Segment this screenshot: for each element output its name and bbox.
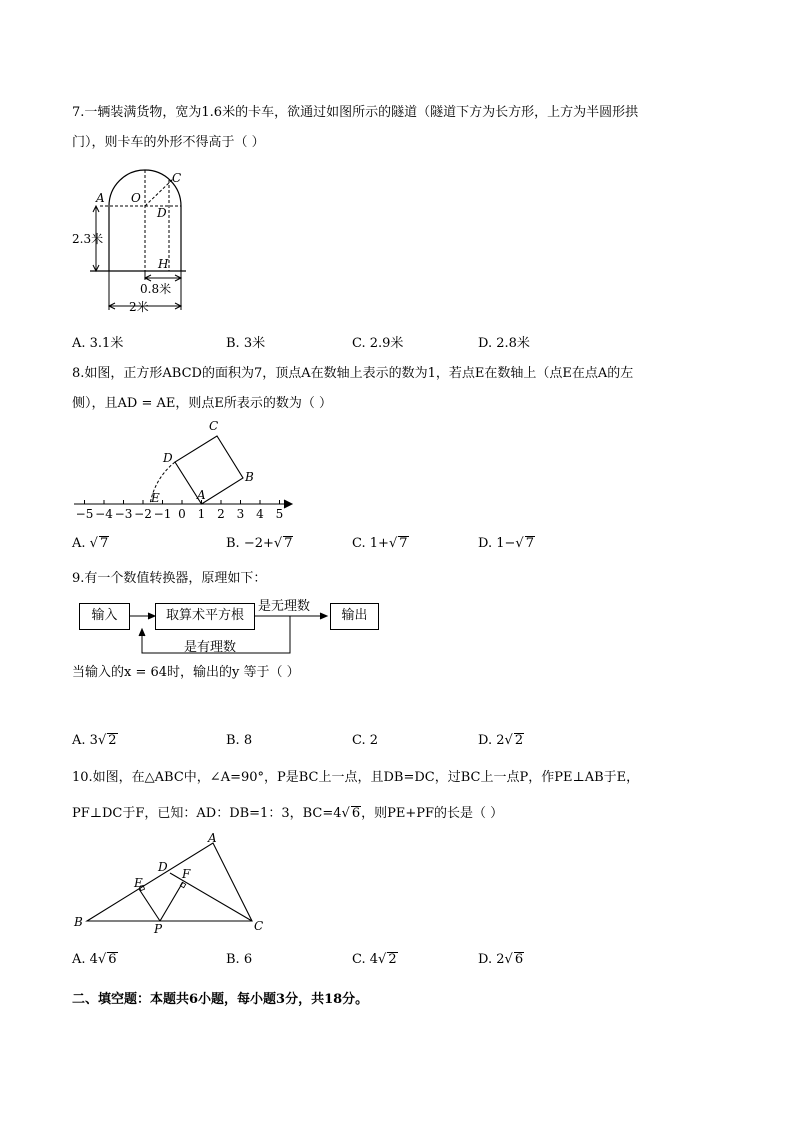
section-2-heading: 二、填空题：本题共6小题，每小题3分，共18分。 [72, 992, 369, 1007]
q10-label-D: D [158, 860, 168, 874]
q9-option-d: D. 2√ 2 [478, 733, 524, 748]
q8-option-c: C. 1+√ 7 [352, 536, 408, 551]
flow-label-irrational: 是无理数 [258, 599, 311, 614]
q7-line2: 门），则卡车的外形不得高于（ ） [72, 135, 265, 150]
q7-height-label: 2.3米 [72, 232, 104, 246]
q7-label-O: O [131, 191, 141, 205]
q8-line2: 侧），且AD = AE，则点E所表示的数为（ ） [72, 396, 332, 411]
flow-box-input: 输入 [79, 603, 130, 630]
q7-option-b: B. 3米 [226, 336, 266, 351]
q8-option-b: B. −2+√ 7 [226, 536, 293, 551]
q10-line1: 10.如图，在△ABC中，∠A=90°，P是BC上一点，且DB=DC，过BC上一点P，作PE⊥AB于E， [72, 770, 640, 785]
q7-label-A: A [96, 191, 105, 205]
q8-label-A: A [197, 488, 206, 502]
q7-label-C: C [172, 171, 182, 185]
q10-label-E: E [134, 876, 143, 890]
q8-numberline-figure [70, 418, 300, 523]
q7-option-d: D. 2.8米 [478, 336, 530, 351]
q10-triangle-figure [70, 833, 280, 938]
q10-option-d: D. 2√ 6 [478, 952, 524, 967]
q7-option-a: A. 3.1米 [72, 336, 124, 351]
q8-label-D: D [163, 451, 173, 465]
q8-option-a: A. √ 7 [72, 536, 109, 551]
q8-label-C: C [209, 419, 219, 433]
q8-tick-label: 5 [275, 507, 284, 521]
flow-label-rational: 是有理数 [184, 640, 237, 655]
q10-label-B: B [74, 915, 83, 929]
flow-box-output: 输出 [330, 603, 379, 630]
q8-tick-label: −1 [153, 507, 172, 521]
q10-label-P: P [154, 922, 163, 936]
q10-option-a: A. 4√ 6 [72, 952, 117, 967]
q8-tick-label: −3 [114, 507, 133, 521]
q8-tick-label: 1 [197, 507, 206, 521]
q7-h-label: 0.8米 [140, 282, 172, 296]
q7-label-H: H [158, 257, 169, 271]
q10-label-F: F [182, 867, 191, 881]
q10-label-C: C [254, 919, 264, 933]
q7-width-label: 2米 [129, 300, 149, 314]
q8-tick-label: −4 [95, 507, 113, 521]
q10-line2: PF⊥DC于F，已知：AD：DB=1：3，BC=4√ 6，则PE+PF的长是（ ） [72, 806, 504, 821]
q9-line1: 9.有一个数值转换器，原理如下： [72, 571, 267, 586]
q8-tick-label: −2 [134, 507, 152, 521]
q9-option-c: C. 2 [352, 733, 379, 748]
flow-box-sqrt: 取算术平方根 [155, 603, 255, 630]
q9-line2: 当输入的x = 64时，输出的y 等于（ ） [72, 665, 300, 680]
q8-label-B: B [245, 470, 254, 484]
q8-tick-label: 0 [178, 507, 186, 521]
q8-tick-label: 3 [236, 507, 245, 521]
q7-option-c: C. 2.9米 [352, 336, 404, 351]
q10-label-A: A [208, 833, 217, 845]
q8-line1: 8.如图，正方形ABCD的面积为7，顶点A在数轴上表示的数为1，若点E在数轴上（点E在点A的左 [72, 366, 634, 381]
q8-tick-label: 4 [256, 507, 264, 521]
q10-option-b: B. 6 [226, 952, 253, 967]
q7-label-D: D [157, 206, 167, 220]
q7-tunnel-figure [70, 165, 200, 325]
q8-option-d: D. 1−√ 7 [478, 536, 534, 551]
q8-label-E: E [151, 491, 160, 505]
q7-line1: 7.一辆装满货物，宽为1.6米的卡车，欲通过如图所示的隧道（隧道下方为长方形，上方为半圆形拱 [72, 105, 639, 120]
q10-option-c: C. 4√ 2 [352, 952, 397, 967]
q9-option-a: A. 3√ 2 [72, 733, 117, 748]
q8-tick-label: −5 [75, 507, 94, 521]
q9-option-b: B. 8 [226, 733, 253, 748]
q8-tick-label: 2 [217, 507, 225, 521]
